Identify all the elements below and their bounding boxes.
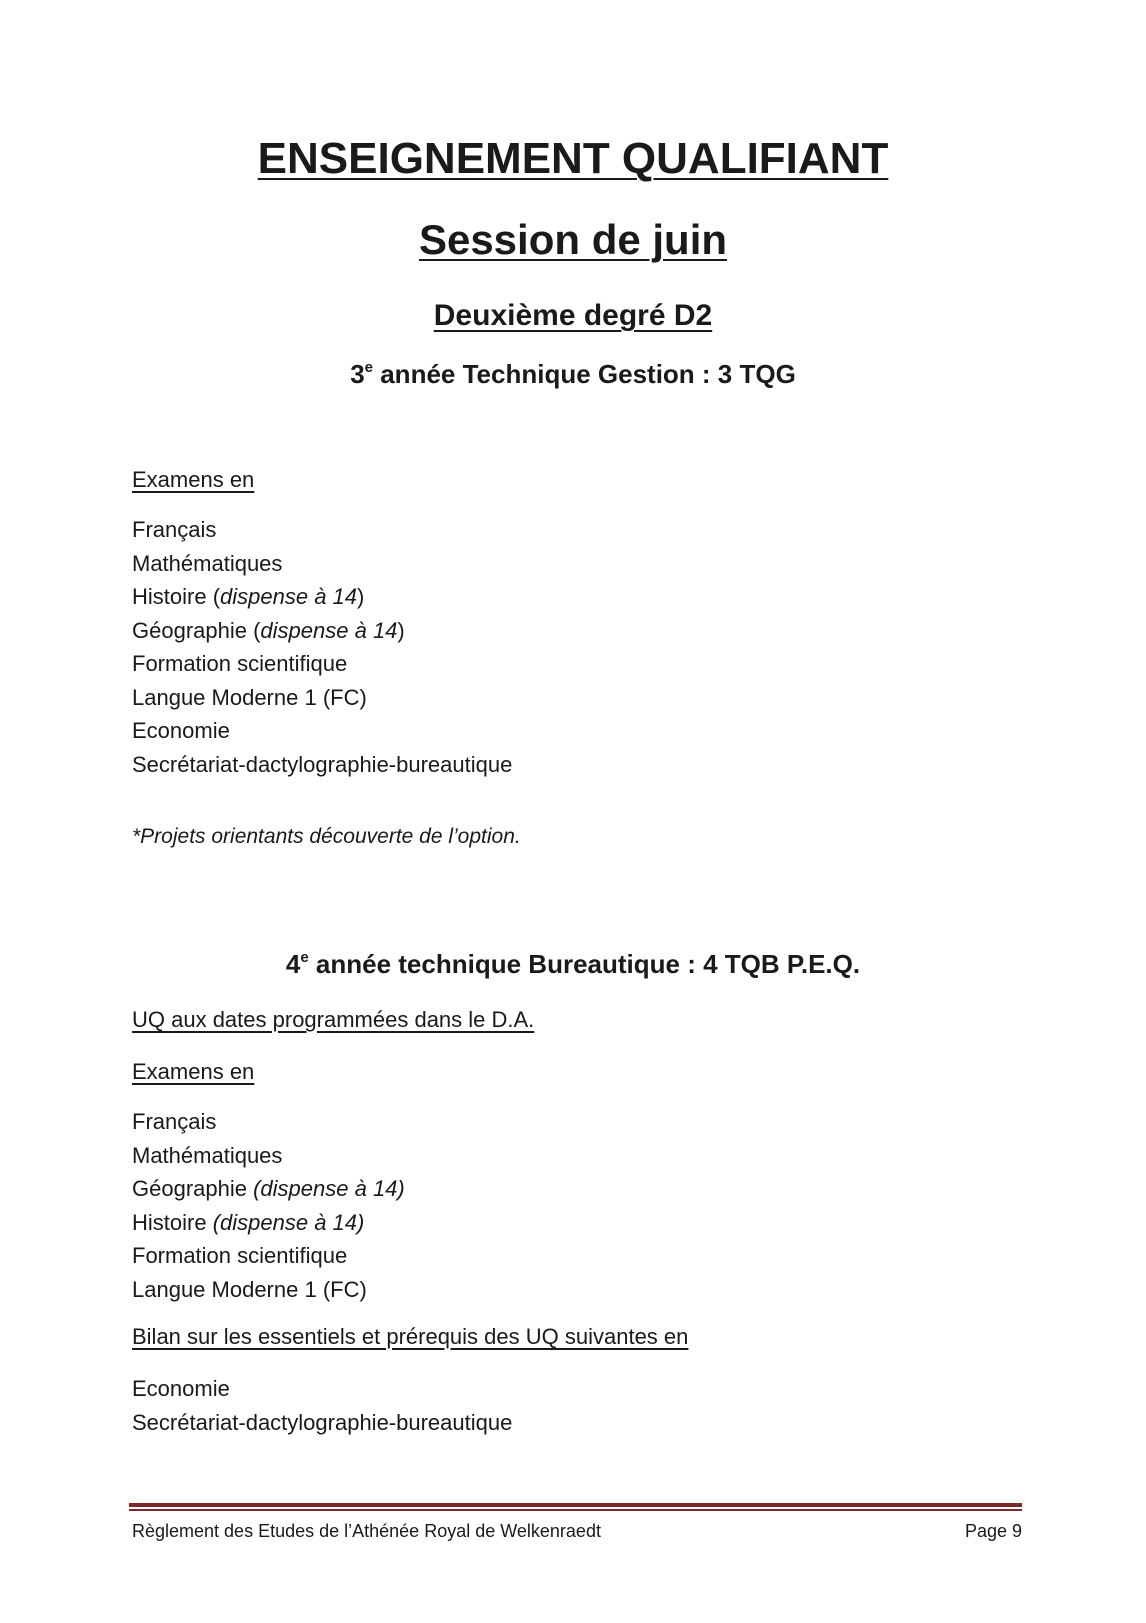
list-item: Formation scientifique — [132, 1243, 348, 1268]
list-item: Mathématiques — [132, 550, 283, 576]
page-title: ENSEIGNEMENT QUALIFIANT — [257, 134, 889, 183]
section-4tqb-bilan-list — [132, 1372, 512, 1439]
list-item: Economie — [132, 718, 230, 743]
list-item: Géographie (dispense à 14) — [132, 1176, 405, 1201]
list-item: Français — [132, 517, 217, 542]
list-item: Formation scientifique — [132, 651, 348, 676]
list-item: Mathématiques — [132, 1142, 283, 1168]
footer-page-number: Page 9 — [964, 1521, 1022, 1541]
session-title: Session de juin — [418, 216, 728, 263]
section-4tqb-heading: 4e année technique Bureautique : 4 TQB P.E.Q. — [285, 949, 861, 979]
section-3tqg-note: *Projets orientants découverte de l’option. — [132, 825, 521, 848]
section-3tqg-exams-label: Examens en — [132, 467, 255, 492]
list-item: Histoire (dispense à 14) — [132, 584, 365, 609]
list-item: Secrétariat-dactylographie-bureautique — [132, 751, 513, 777]
footer-rule-thin — [129, 1509, 1022, 1511]
list-item: Langue Moderne 1 (FC) — [132, 1276, 367, 1302]
section-3tqg-subject-list — [132, 513, 512, 781]
footer-document-title: Règlement des Etudes de l’Athénée Royal de Welkenraedt — [132, 1521, 601, 1541]
list-item: Secrétariat-dactylographie-bureautique — [132, 1409, 513, 1435]
list-item: Géographie (dispense à 14) — [132, 617, 405, 643]
section-3tqg-heading: 3e année Technique Gestion : 3 TQG — [350, 359, 796, 389]
section-4tqb-exams-label: Examens en — [132, 1059, 255, 1084]
list-item: Langue Moderne 1 (FC) — [132, 684, 367, 710]
section-4tqb-uq-label: UQ aux dates programmées dans le D.A. — [132, 1007, 535, 1032]
list-item: Français — [132, 1109, 217, 1134]
section-4tqb-bilan-label: Bilan sur les essentiels et prérequis des UQ suivantes en — [132, 1324, 689, 1349]
list-item: Economie — [132, 1376, 230, 1401]
degree-title: Deuxième degré D2 — [433, 299, 713, 332]
footer-rule — [129, 1503, 1022, 1507]
section-4tqb-subject-list — [132, 1105, 405, 1306]
list-item: Histoire (dispense à 14) — [132, 1209, 365, 1235]
